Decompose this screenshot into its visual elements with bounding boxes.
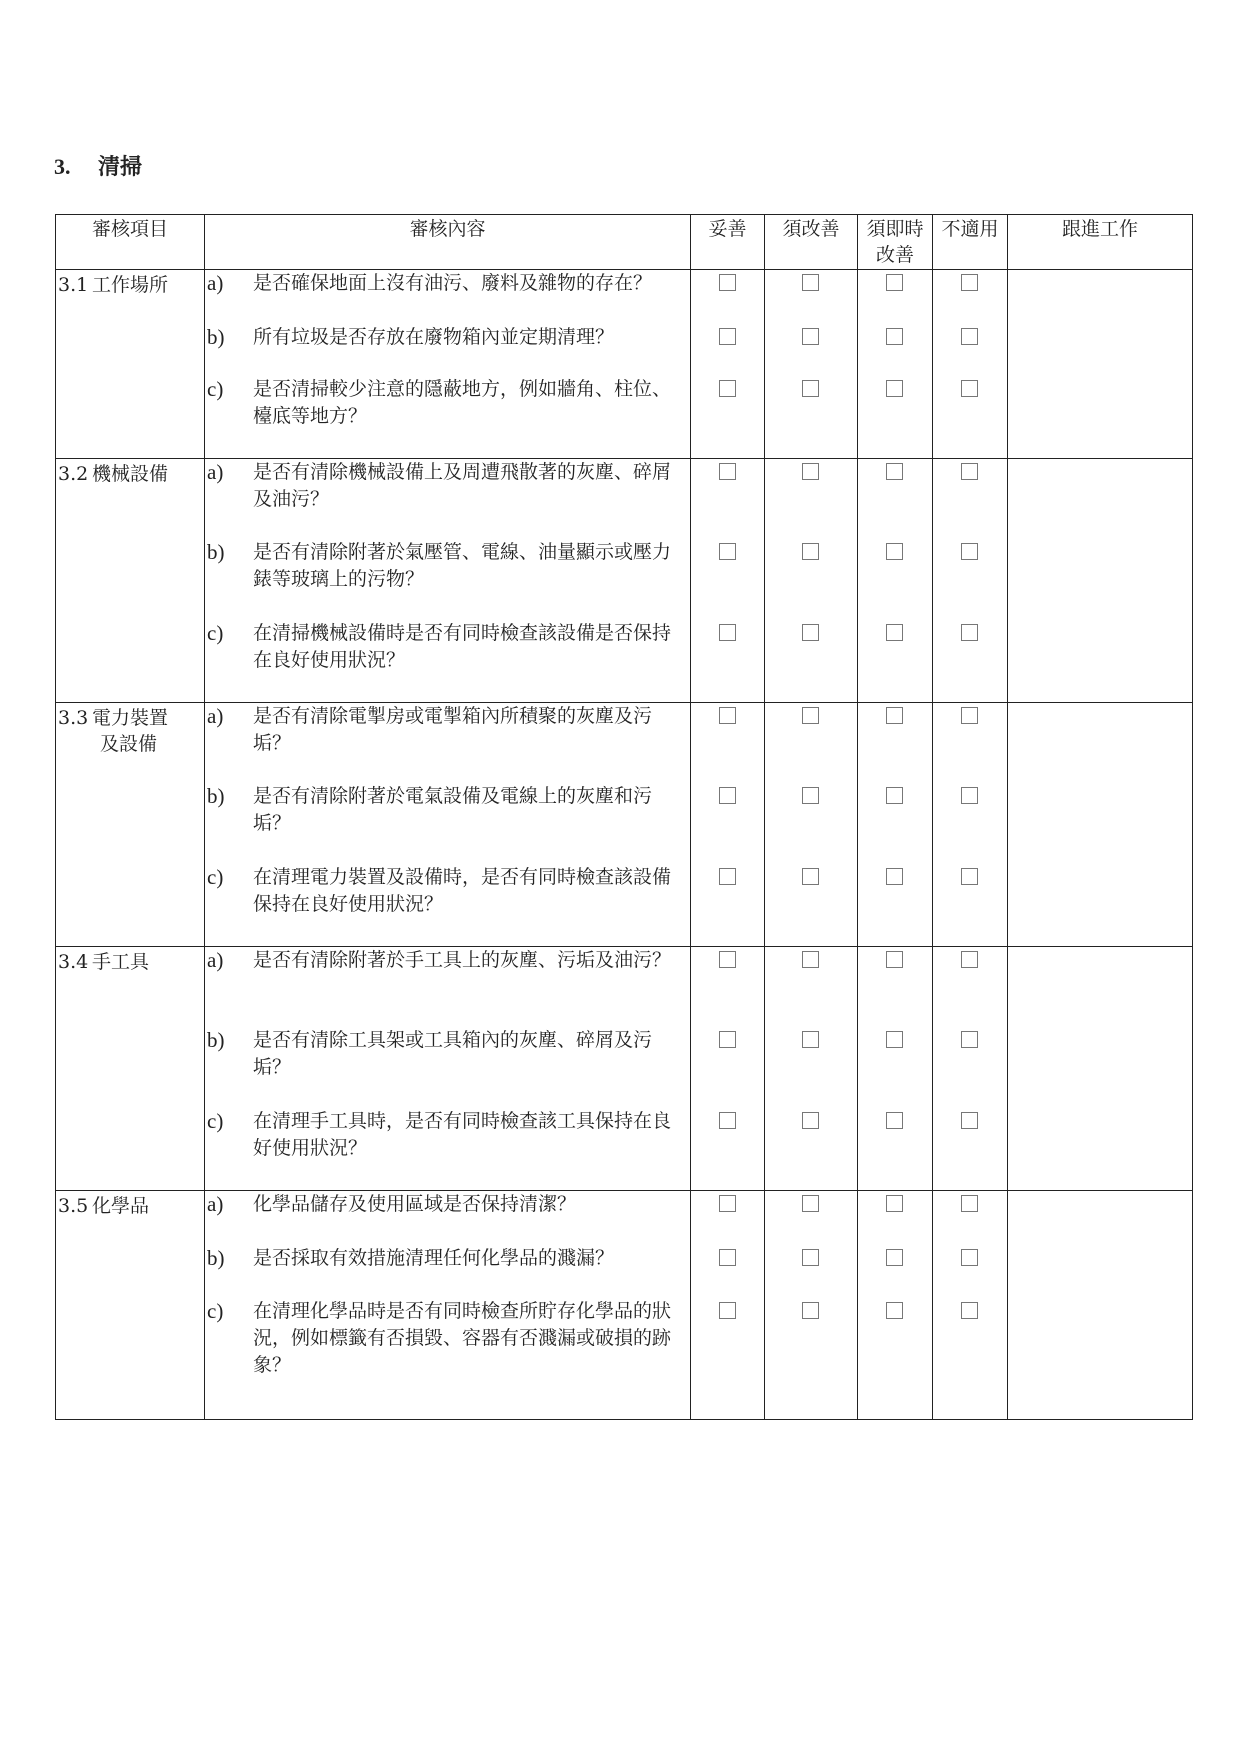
checkbox-slot: [858, 376, 932, 458]
checkbox-slot: [933, 324, 1007, 376]
audit-item-category: [56, 947, 205, 1191]
checkbox-slot: [691, 1245, 764, 1298]
needs-improvement-checkbox[interactable]: [802, 707, 819, 724]
checkbox-slot: [858, 459, 932, 539]
good-checkbox[interactable]: [719, 274, 736, 291]
audit-question: [205, 783, 690, 864]
checkbox-slot: [765, 539, 857, 620]
header-follow-up: 跟進工作: [1008, 215, 1193, 270]
question-text: 是否有清除附著於電氣設備及電線上的灰塵和污垢？: [253, 785, 653, 834]
table-header-row: [56, 215, 1193, 270]
immediate-improvement-checkbox[interactable]: [886, 868, 903, 885]
section-title: 清掃: [98, 154, 143, 179]
not-applicable-checkbox-cell: [933, 947, 1008, 1191]
question-letter: a): [207, 704, 224, 728]
needs-improvement-checkbox[interactable]: [802, 274, 819, 291]
audit-group-row: [56, 270, 1193, 459]
question-letter: a): [207, 1192, 224, 1216]
checkbox-slot: [858, 270, 932, 324]
good-checkbox[interactable]: [719, 1112, 736, 1129]
category-name: 機械設備: [92, 463, 169, 485]
not-applicable-checkbox[interactable]: [961, 380, 978, 397]
not-applicable-checkbox-cell: [933, 703, 1008, 947]
immediate-improvement-checkbox-cell: [858, 270, 933, 459]
immediate-improvement-checkbox[interactable]: [886, 1112, 903, 1129]
good-checkbox-cell: [691, 1191, 765, 1420]
category-name: 工作場所: [92, 274, 169, 296]
checkbox-slot: [858, 324, 932, 376]
immediate-improvement-checkbox[interactable]: [886, 1249, 903, 1266]
audit-group-row: [56, 703, 1193, 947]
needs-improvement-checkbox[interactable]: [802, 1031, 819, 1048]
needs-improvement-checkbox[interactable]: [802, 463, 819, 480]
checkbox-slot: [691, 270, 764, 324]
needs-improvement-checkbox[interactable]: [802, 624, 819, 641]
immediate-improvement-checkbox[interactable]: [886, 951, 903, 968]
header-needs-improvement: 須改善: [765, 215, 858, 270]
category-number: 3.3: [58, 707, 89, 729]
not-applicable-checkbox-cell: [933, 459, 1008, 703]
header-audit-item: 審核項目: [56, 215, 205, 270]
not-applicable-checkbox[interactable]: [961, 1031, 978, 1048]
question-letter: b): [207, 1028, 225, 1052]
good-checkbox[interactable]: [719, 1031, 736, 1048]
good-checkbox[interactable]: [719, 1195, 736, 1212]
header-not-applicable: 不適用: [933, 215, 1008, 270]
question-text: 在清理化學品時是否有同時檢查所貯存化學品的狀況，例如標籤有否損毀、容器有否濺漏或破損的跡象？: [253, 1300, 672, 1376]
category-number: 3.5: [58, 1195, 89, 1217]
checkbox-slot: [691, 1191, 764, 1245]
checkbox-slot: [691, 620, 764, 702]
audit-group-row: [56, 459, 1193, 703]
checkbox-slot: [765, 703, 857, 783]
checkbox-slot: [858, 864, 932, 946]
checkbox-slot: [765, 1108, 857, 1190]
audit-questions-cell: [205, 1191, 691, 1420]
audit-item-category: [56, 270, 205, 459]
question-text: 是否有清除附著於手工具上的灰塵、污垢及油污？: [253, 949, 672, 971]
question-text: 在清掃機械設備時是否有同時檢查該設備是否保持在良好使用狀況？: [253, 622, 672, 671]
checkbox-slot: [765, 783, 857, 864]
question-letter: c): [207, 1109, 224, 1133]
immediate-improvement-checkbox-cell: [858, 459, 933, 703]
question-letter: a): [207, 460, 224, 484]
question-letter: c): [207, 1299, 224, 1323]
good-checkbox[interactable]: [719, 787, 736, 804]
checkbox-slot: [691, 783, 764, 864]
checkbox-slot: [691, 1298, 764, 1419]
audit-question: [205, 459, 690, 539]
checkbox-slot: [933, 376, 1007, 458]
question-letter: b): [207, 784, 225, 808]
immediate-improvement-checkbox[interactable]: [886, 787, 903, 804]
checkbox-slot: [933, 1298, 1007, 1419]
category-name: 化學品: [92, 1195, 150, 1217]
question-text: 是否有清除工具架或工具箱內的灰塵、碎屑及污垢？: [253, 1029, 653, 1078]
audit-question: [205, 947, 690, 1027]
question-text: 在清理電力裝置及設備時，是否有同時檢查該設備保持在良好使用狀況？: [253, 866, 672, 915]
needs-improvement-checkbox[interactable]: [802, 868, 819, 885]
not-applicable-checkbox[interactable]: [961, 463, 978, 480]
needs-improvement-checkbox-cell: [765, 270, 858, 459]
category-name-line2: 及設備: [100, 733, 158, 755]
checkbox-slot: [858, 1245, 932, 1298]
immediate-improvement-checkbox[interactable]: [886, 380, 903, 397]
checkbox-slot: [858, 1108, 932, 1190]
checkbox-slot: [765, 620, 857, 702]
checkbox-slot: [691, 1108, 764, 1190]
audit-group-row: [56, 947, 1193, 1191]
immediate-improvement-checkbox[interactable]: [886, 328, 903, 345]
checkbox-slot: [858, 1298, 932, 1419]
checkbox-slot: [858, 539, 932, 620]
not-applicable-checkbox-cell: [933, 1191, 1008, 1420]
question-text: 是否有清除機械設備上及周遭飛散著的灰塵、碎屑及油污？: [253, 461, 672, 510]
checkbox-slot: [691, 1027, 764, 1108]
question-letter: a): [207, 271, 224, 295]
immediate-improvement-checkbox[interactable]: [886, 543, 903, 560]
audit-question: [205, 620, 690, 702]
immediate-improvement-checkbox[interactable]: [886, 707, 903, 724]
good-checkbox-cell: [691, 270, 765, 459]
audit-question: [205, 324, 690, 376]
needs-improvement-checkbox-cell: [765, 703, 858, 947]
checkbox-slot: [691, 703, 764, 783]
checkbox-slot: [765, 1191, 857, 1245]
immediate-improvement-checkbox[interactable]: [886, 1302, 903, 1319]
immediate-improvement-checkbox-cell: [858, 703, 933, 947]
good-checkbox[interactable]: [719, 328, 736, 345]
not-applicable-checkbox[interactable]: [961, 543, 978, 560]
needs-improvement-checkbox[interactable]: [802, 1195, 819, 1212]
checkbox-slot: [933, 783, 1007, 864]
needs-improvement-checkbox-cell: [765, 1191, 858, 1420]
checkbox-slot: [765, 947, 857, 1027]
not-applicable-checkbox[interactable]: [961, 707, 978, 724]
checkbox-slot: [765, 376, 857, 458]
not-applicable-checkbox[interactable]: [961, 951, 978, 968]
good-checkbox-cell: [691, 947, 765, 1191]
question-letter: c): [207, 621, 224, 645]
header-audit-content: 審核內容: [205, 215, 691, 270]
needs-improvement-checkbox[interactable]: [802, 380, 819, 397]
audit-question: [205, 1027, 690, 1108]
audit-questions-cell: [205, 459, 691, 703]
not-applicable-checkbox[interactable]: [961, 1302, 978, 1319]
not-applicable-checkbox[interactable]: [961, 1195, 978, 1212]
follow-up-cell[interactable]: [1008, 703, 1193, 947]
not-applicable-checkbox[interactable]: [961, 328, 978, 345]
needs-improvement-checkbox[interactable]: [802, 1249, 819, 1266]
audit-question: [205, 539, 690, 620]
immediate-improvement-checkbox-cell: [858, 1191, 933, 1420]
not-applicable-checkbox[interactable]: [961, 868, 978, 885]
needs-improvement-checkbox[interactable]: [802, 1112, 819, 1129]
checkbox-slot: [933, 459, 1007, 539]
checkbox-slot: [691, 459, 764, 539]
audit-question: [205, 1245, 690, 1298]
audit-question: [205, 1108, 690, 1190]
audit-question: [205, 270, 690, 324]
checkbox-slot: [858, 703, 932, 783]
checkbox-slot: [691, 376, 764, 458]
checkbox-slot: [933, 1027, 1007, 1108]
checkbox-slot: [933, 947, 1007, 1027]
section-heading: [54, 150, 142, 181]
question-letter: a): [207, 948, 224, 972]
immediate-improvement-checkbox[interactable]: [886, 624, 903, 641]
needs-improvement-checkbox[interactable]: [802, 328, 819, 345]
good-checkbox[interactable]: [719, 868, 736, 885]
question-letter: c): [207, 377, 224, 401]
checkbox-slot: [933, 703, 1007, 783]
immediate-improvement-checkbox-cell: [858, 947, 933, 1191]
immediate-improvement-checkbox[interactable]: [886, 1195, 903, 1212]
checkbox-slot: [933, 1245, 1007, 1298]
header-good: 妥善: [691, 215, 765, 270]
good-checkbox-cell: [691, 459, 765, 703]
follow-up-cell[interactable]: [1008, 459, 1193, 703]
good-checkbox[interactable]: [719, 543, 736, 560]
not-applicable-checkbox[interactable]: [961, 1112, 978, 1129]
checkbox-slot: [765, 864, 857, 946]
category-name: 電力裝置: [92, 707, 169, 729]
checkbox-slot: [691, 947, 764, 1027]
checkbox-slot: [765, 1298, 857, 1419]
checkbox-slot: [691, 864, 764, 946]
audit-item-category: [56, 1191, 205, 1420]
checkbox-slot: [933, 620, 1007, 702]
category-number: 3.2: [58, 463, 89, 485]
good-checkbox-cell: [691, 703, 765, 947]
checkbox-slot: [858, 620, 932, 702]
not-applicable-checkbox[interactable]: [961, 274, 978, 291]
question-letter: b): [207, 1246, 225, 1270]
checkbox-slot: [858, 1027, 932, 1108]
not-applicable-checkbox[interactable]: [961, 787, 978, 804]
question-text: 是否有清除電掣房或電掣箱內所積聚的灰塵及污垢？: [253, 705, 653, 754]
good-checkbox[interactable]: [719, 380, 736, 397]
question-text: 所有垃圾是否存放在廢物箱內並定期清理？: [253, 326, 615, 348]
follow-up-cell[interactable]: [1008, 1191, 1193, 1420]
good-checkbox[interactable]: [719, 951, 736, 968]
audit-questions-cell: [205, 947, 691, 1191]
checkbox-slot: [765, 1245, 857, 1298]
category-name: 手工具: [92, 951, 150, 973]
checkbox-slot: [858, 947, 932, 1027]
audit-question: [205, 864, 690, 946]
immediate-improvement-checkbox[interactable]: [886, 1031, 903, 1048]
follow-up-cell[interactable]: [1008, 270, 1193, 459]
audit-checklist-table: [55, 214, 1193, 1420]
category-number: 3.1: [58, 274, 89, 296]
section-number: 3.: [54, 154, 71, 179]
audit-questions-cell: [205, 703, 691, 947]
good-checkbox[interactable]: [719, 624, 736, 641]
audit-questions-cell: [205, 270, 691, 459]
audit-group-row: [56, 1191, 1193, 1420]
needs-improvement-checkbox-cell: [765, 459, 858, 703]
audit-question: [205, 703, 690, 783]
checkbox-slot: [691, 324, 764, 376]
question-text: 是否確保地面上沒有油污、廢料及雜物的存在？: [253, 272, 653, 294]
immediate-improvement-checkbox[interactable]: [886, 463, 903, 480]
not-applicable-checkbox[interactable]: [961, 1249, 978, 1266]
good-checkbox[interactable]: [719, 707, 736, 724]
question-letter: b): [207, 325, 225, 349]
needs-improvement-checkbox[interactable]: [802, 787, 819, 804]
checkbox-slot: [858, 1191, 932, 1245]
category-number: 3.4: [58, 951, 89, 973]
audit-question: [205, 1298, 690, 1419]
question-letter: c): [207, 865, 224, 889]
checkbox-slot: [933, 270, 1007, 324]
needs-improvement-checkbox[interactable]: [802, 951, 819, 968]
audit-item-category: [56, 459, 205, 703]
needs-improvement-checkbox[interactable]: [802, 1302, 819, 1319]
checkbox-slot: [765, 459, 857, 539]
checkbox-slot: [858, 783, 932, 864]
question-text: 是否有清除附著於氣壓管、電線、油量顯示或壓力錶等玻璃上的污物？: [253, 541, 672, 590]
question-text: 化學品儲存及使用區域是否保持清潔？: [253, 1193, 577, 1215]
good-checkbox[interactable]: [719, 1249, 736, 1266]
question-text: 是否清掃較少注意的隱蔽地方，例如牆角、柱位、檯底等地方？: [253, 378, 672, 427]
checkbox-slot: [933, 1108, 1007, 1190]
checkbox-slot: [691, 539, 764, 620]
question-letter: b): [207, 540, 225, 564]
audit-item-category: [56, 703, 205, 947]
audit-question: [205, 1191, 690, 1245]
checkbox-slot: [765, 324, 857, 376]
needs-improvement-checkbox-cell: [765, 947, 858, 1191]
checkbox-slot: [933, 864, 1007, 946]
checkbox-slot: [933, 539, 1007, 620]
question-text: 在清理手工具時，是否有同時檢查該工具保持在良好使用狀況？: [253, 1110, 672, 1159]
checkbox-slot: [765, 270, 857, 324]
audit-question: [205, 376, 690, 458]
immediate-improvement-checkbox[interactable]: [886, 274, 903, 291]
not-applicable-checkbox[interactable]: [961, 624, 978, 641]
needs-improvement-checkbox[interactable]: [802, 543, 819, 560]
header-immediate-improvement: 須即時 改善: [858, 215, 933, 270]
good-checkbox[interactable]: [719, 463, 736, 480]
follow-up-cell[interactable]: [1008, 947, 1193, 1191]
checkbox-slot: [933, 1191, 1007, 1245]
question-text: 是否採取有效措施清理任何化學品的濺漏？: [253, 1247, 615, 1269]
good-checkbox[interactable]: [719, 1302, 736, 1319]
not-applicable-checkbox-cell: [933, 270, 1008, 459]
checkbox-slot: [765, 1027, 857, 1108]
